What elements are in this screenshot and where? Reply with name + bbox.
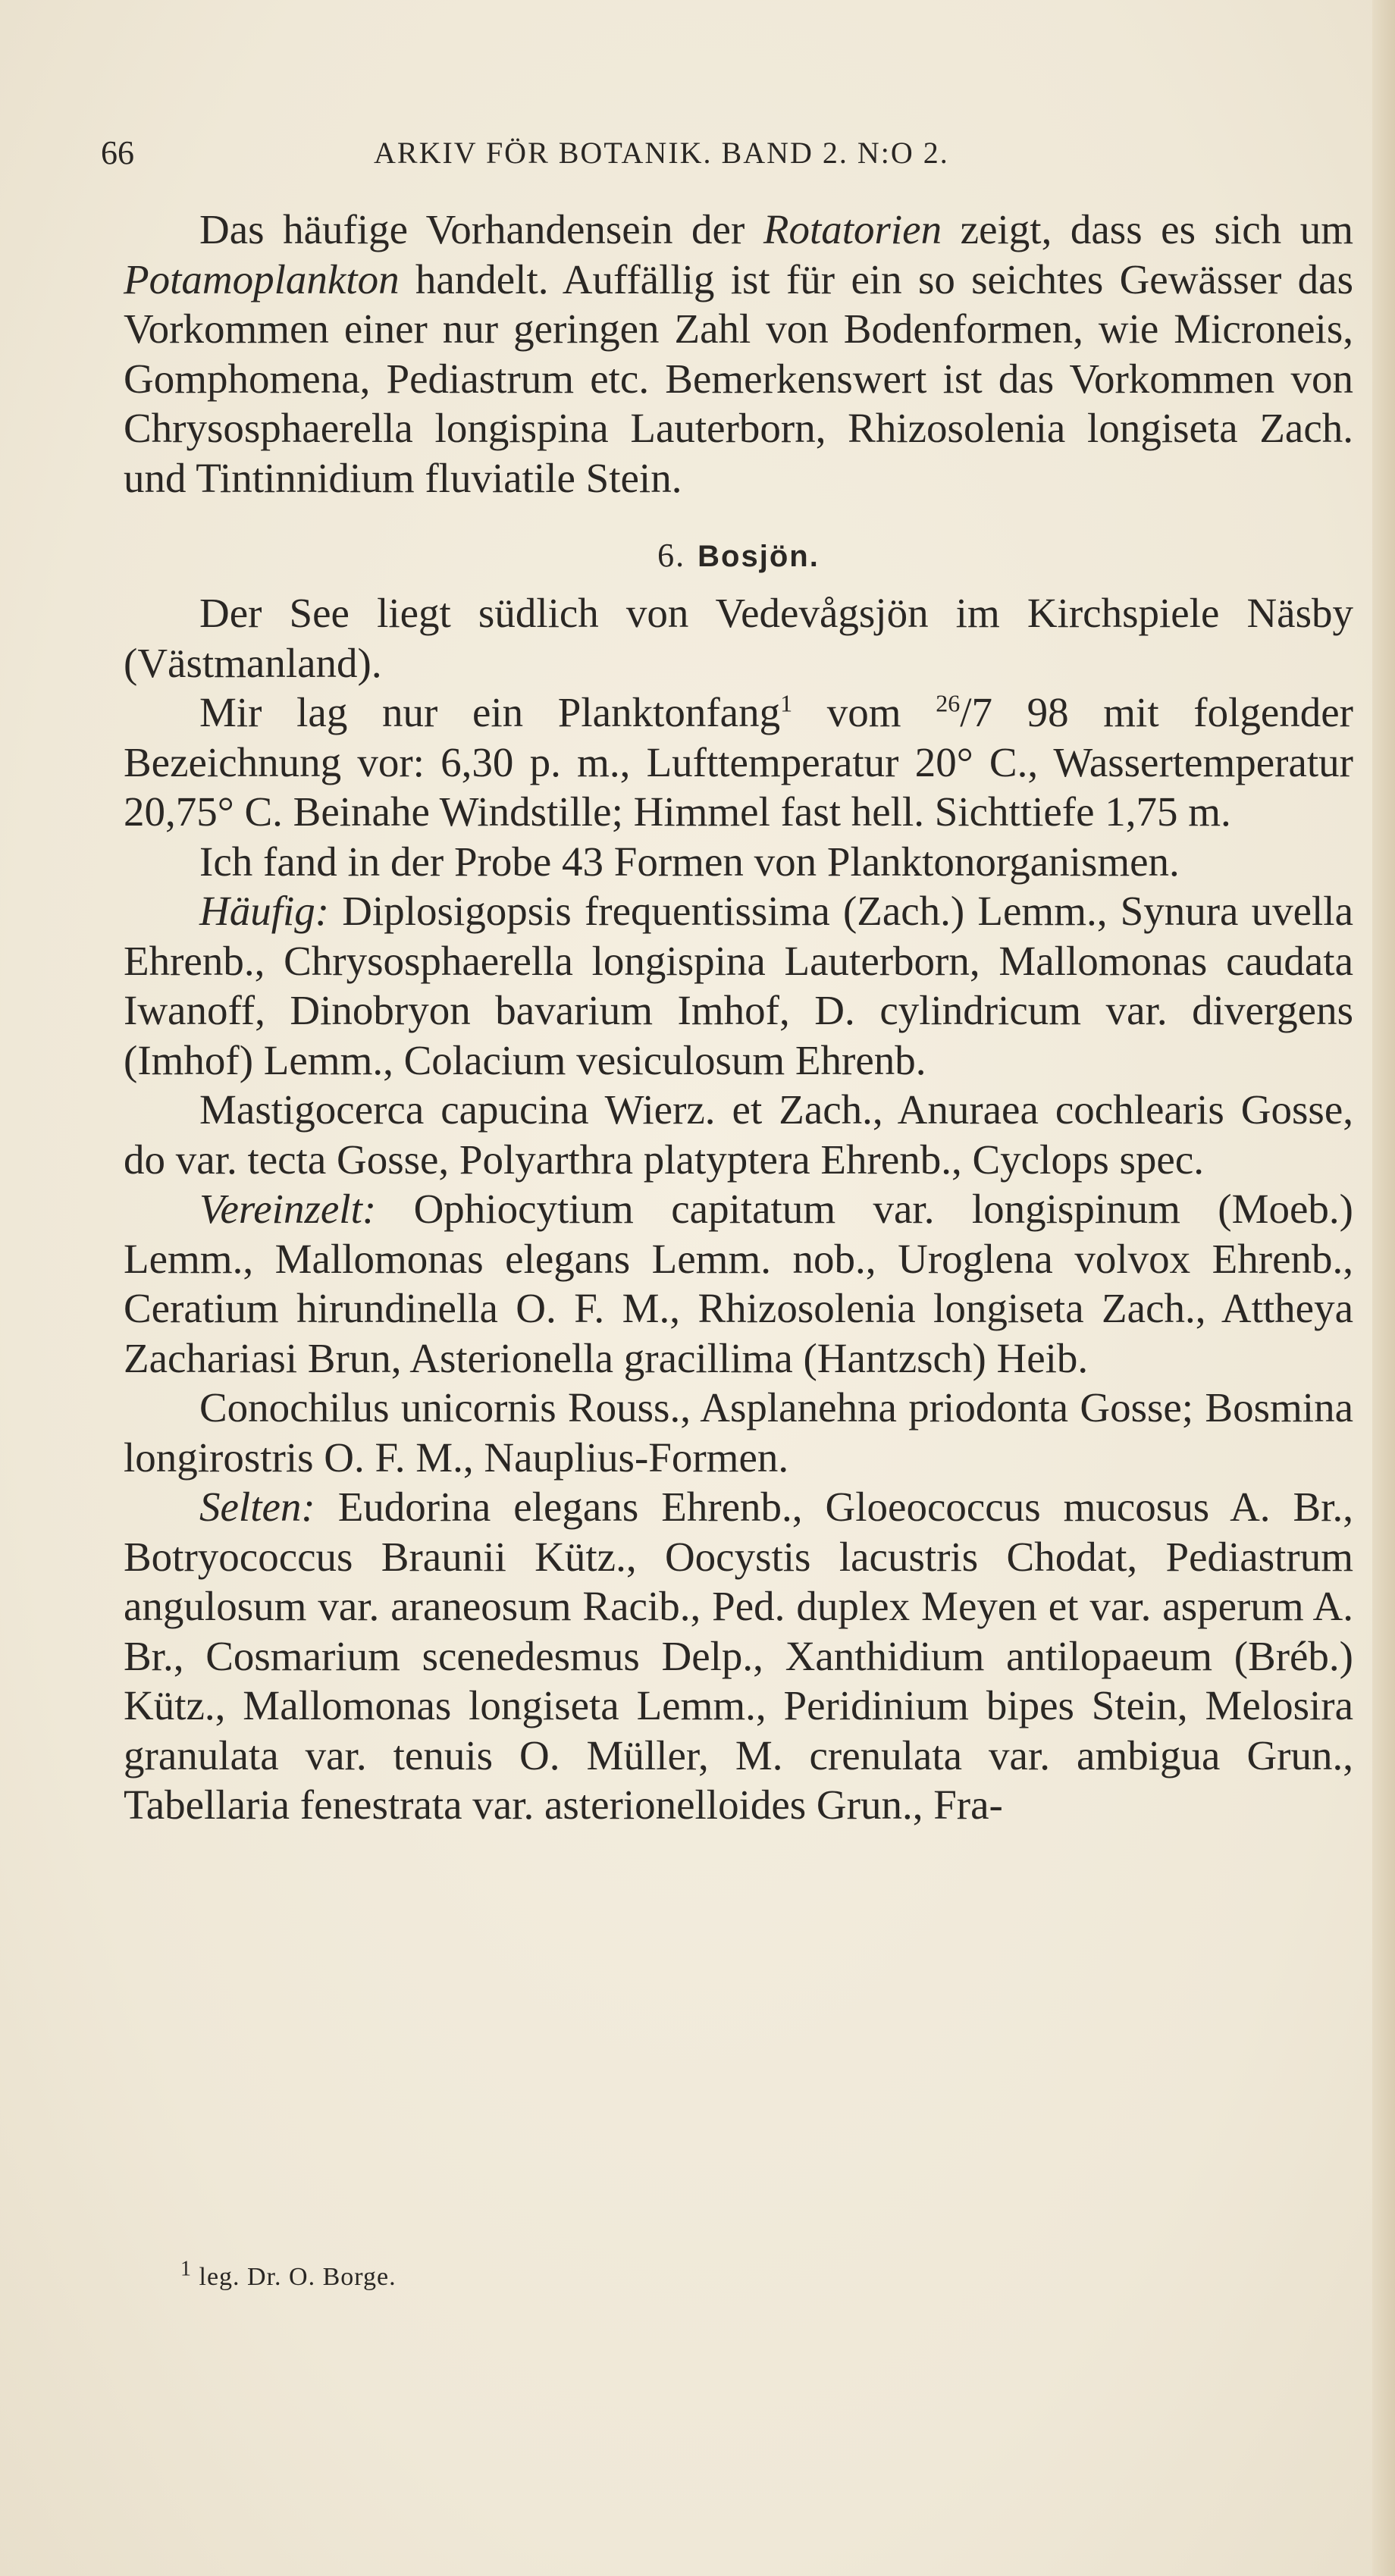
text-run: Mir lag nur ein Planktonfang (199, 689, 781, 735)
category-label: Selten: (199, 1484, 315, 1530)
page-edge-shadow (1372, 0, 1395, 2576)
text-run: zeigt, dass es sich um (942, 206, 1354, 252)
text-run: /7 98 mit folgender Bezeichnung vor: 6,30 p. m., Lufttemperatur 20° C., Wassertemperatur 20,75° C. Beinahe Windstille; Himmel fast hell. Sichttiefe 1,75 m. (124, 689, 1353, 835)
paragraph (124, 1482, 1353, 1830)
running-title: ARKIV FÖR BOTANIK. BAND 2. N:O 2. (374, 136, 949, 170)
paragraph (124, 1184, 1353, 1383)
paragraph (124, 886, 1353, 1085)
text-run: Ophiocytium capitatum var. longispinum (Moeb.) Lemm., Mallomonas elegans Lemm. nob., Uroglena volvox Ehrenb., Ceratium hirundinella O. F. M., Rhizosolenia longiseta Zach., Attheya Zachariasi Brun, Asterionella gracillima (Hantzsch) Heib. (124, 1186, 1353, 1381)
footnote-text: leg. Dr. O. Borge. (192, 2263, 397, 2291)
footnote-marker: 1 (180, 2257, 192, 2281)
footnote (180, 2257, 1242, 2292)
category-label: Häufig: (199, 888, 330, 934)
text-run: vom (792, 689, 936, 735)
text-run: Diplosigopsis frequentissima (Zach.) Lemm., Synura uvella Ehrenb., Chrysosphaerella longispina Lauterborn, Mallomonas caudata Iwanoff, Dinobryon bavarium Imhof, D. cylindricum var. divergens (Imhof) Lemm., Colacium vesiculosum Ehrenb. (124, 888, 1353, 1083)
footnote-reference: 1 (780, 689, 793, 717)
italic-term: Potamoplankton (124, 255, 400, 302)
text-run: handelt. Auffällig ist für ein so seichtes Gewässer das Vorkommen einer nur geringen Zahl von Bodenformen, wie Microneis, Gomphomena, Pediastrum etc. Bemerkenswert ist das Vorkommen von Chrysosphaerella longispina Lauterborn, Rhizosolenia longiseta Zach. und Tintinnidium fluviatile Stein. (124, 255, 1353, 501)
paragraph (124, 205, 1353, 503)
section-number: 6. (657, 537, 686, 574)
paragraph (124, 688, 1353, 837)
paragraph: Der See liegt südlich von Vedevågsjön im Kirchspiele Näsby (Västmanland). (124, 590, 1353, 686)
page-header (101, 133, 1284, 179)
text-run: Eudorina elegans Ehrenb., Gloeococcus mucosus A. Br., Botryococcus Braunii Kütz., Oocystis lacustris Chodat, Pediastrum angulosum var. araneosum Racib., Ped. duplex Meyen et var. asperum A. Br., Cosmarium scenedesmus Delp., Xanthidium antilopaeum (Bréb.) Kütz., Mallomonas longiseta Lemm., Peridinium bipes Stein, Melosira granulata var. tenuis O. Müller, M. crenulata var. ambigua Grun., Tabellaria fenestrata var. asterionelloides Grun., Fra- (124, 1484, 1353, 1828)
paragraph: Ich fand in der Probe 43 Formen von Planktonorganismen. (199, 838, 1180, 885)
page-number: 66 (101, 134, 134, 171)
section-heading (124, 533, 1353, 579)
text-run: Das häufige Vorhandensein der (199, 206, 763, 252)
date-superscript: 26 (936, 689, 961, 717)
body-text (124, 205, 1353, 1830)
italic-term: Rotatorien (763, 206, 942, 252)
paragraph: Mastigocerca capucina Wierz. et Zach., Anuraea cochlearis Gosse, do var. tecta Gosse, Polyarthra platyptera Ehrenb., Cyclops spec. (124, 1086, 1353, 1183)
section-title: Bosjön. (698, 540, 820, 573)
category-label: Vereinzelt: (199, 1186, 377, 1232)
paragraph: Conochilus unicornis Rouss., Asplanehna priodonta Gosse; Bosmina longirostris O. F. M., Nauplius-Formen. (124, 1384, 1353, 1481)
